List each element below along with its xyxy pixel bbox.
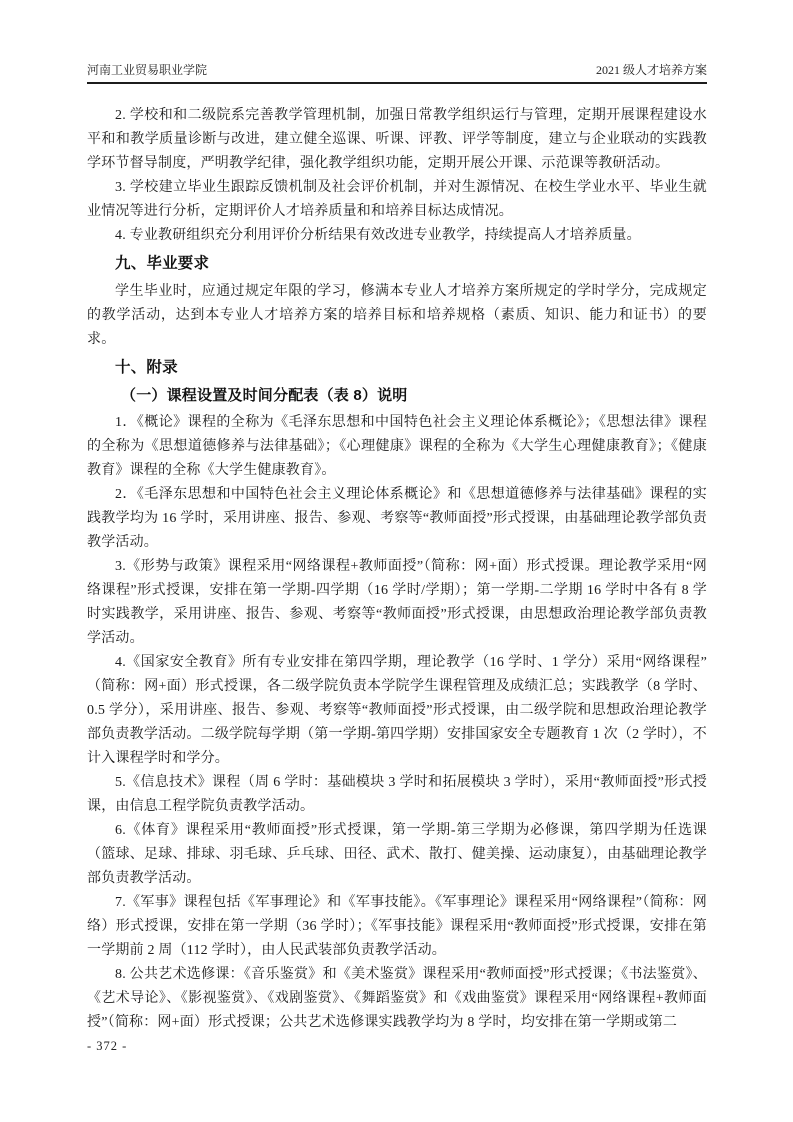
body-paragraph: 1．《概论》课程的全称为《毛泽东思想和中国特色社会主义理论体系概论》；《思想法律》课程的全称为《思想道德修养与法律基础》；《心理健康》课程的全称为《大学生心理健康教育》；《健康教育》课程的全称《大学生健康教育》。 (87, 415, 707, 478)
body-paragraph: 学生毕业时，应通过规定年限的学习，修满本专业人才培养方案所规定的学时学分，完成规定的教学活动，达到本专业人才培养方案的培养目标和培养规格（素质、知识、能力和证书）的要求。 (87, 284, 707, 347)
body-paragraph: 7.《军事》课程包括《军事理论》和《军事技能》。《军事理论》课程采用“网络课程”（简称：网络）形式授课，安排在第一学期（36 学时）；《军事技能》课程采用“教师面授”形式授课，安排在第一学期前 2 周（112 学时），由人民武装部负责教学活动。 (87, 895, 707, 958)
body-paragraph: 4.《国家安全教育》所有专业安排在第四学期，理论教学（16 学时、1 学分）采用“网络课程”（简称：网+面）形式授课，各二级学院负责本学院学生课程管理及成绩汇总；实践教学（8 学时、0.5 学分），采用讲座、报告、参观、考察等“教师面授”形式授课，由二级学院和思想政治理论教学部负责教学活动。二级学院每学期（第一学期-第四学期）安排国家安全专题教育 1 次（2 学时），不计入课程学时和学分。 (87, 655, 707, 766)
section-heading: 十、附录 (115, 359, 178, 376)
subsection-heading: （一）课程设置及时间分配表（表 8）说明 (121, 387, 408, 404)
body-paragraph: 3. 学校建立毕业生跟踪反馈机制及社会评价机制，并对生源情况、在校生学业水平、毕业生就业情况等进行分析，定期评价人才培养质量和和培养目标达成情况。 (87, 180, 707, 219)
header-doc-title: 2021 级人才培养方案 (595, 63, 707, 77)
body-paragraph: 5.《信息技术》课程（周 6 学时：基础模块 3 学时和拓展模块 3 学时），采用“教师面授”形式授课，由信息工程学院负责教学活动。 (87, 775, 707, 814)
section-heading: 九、毕业要求 (115, 255, 210, 272)
body-paragraph: 6.《体育》课程采用“教师面授”形式授课，第一学期-第三学期为必修课，第四学期为任选课（篮球、足球、排球、羽毛球、乒乓球、田径、武术、散打、健美操、运动康复），由基础理论教学部负责教学活动。 (87, 823, 707, 886)
page-number: - 372 - (87, 1039, 128, 1053)
page-footer (87, 1039, 127, 1054)
body-paragraph: 4. 专业教研组织充分利用评价分析结果有效改进专业教学，持续提高人才培养质量。 (115, 228, 641, 243)
body-paragraph: 2．《毛泽东思想和中国特色社会主义理论体系概论》和《思想道德修养与法律基础》课程的实践教学均为 16 学时，采用讲座、报告、参观、考察等“教师面授”形式授课，由基础理论教学部负责教学活动。 (87, 487, 707, 550)
body-paragraph: 3.《形势与政策》课程采用“网络课程+教师面授”（简称：网+面）形式授课。理论教学采用“网络课程”形式授课，安排在第一学期-四学期（16 学时/学期）；第一学期-二学期 16 学时中各有 8 学时实践教学，采用讲座、报告、参观、考察等“教师面授”形式授课，由思想政治理论教学部负责教学活动。 (87, 559, 707, 646)
page-header (87, 62, 707, 84)
header-school-name: 河南工业贸易职业学院 (87, 63, 208, 77)
page-body (87, 104, 707, 1035)
body-paragraph: 2. 学校和和二级院系完善教学管理机制，加强日常教学组织运行与管理，定期开展课程建设水平和和教学质量诊断与改进，建立健全巡课、听课、评教、评学等制度，建立与企业联动的实践教学环节督导制度，严明教学纪律，强化教学组织功能，定期开展公开课、示范课等教研活动。 (87, 108, 707, 171)
body-paragraph: 8. 公共艺术选修课：《音乐鉴赏》和《美术鉴赏》课程采用“教师面授”形式授课；《书法鉴赏》、《艺术导论》、《影视鉴赏》、《戏剧鉴赏》、《舞蹈鉴赏》和《戏曲鉴赏》课程采用“网络课程+教师面授”（简称：网+面）形式授课；公共艺术选修课实践教学均为 8 学时，均安排在第一学期或第二 (87, 967, 707, 1030)
